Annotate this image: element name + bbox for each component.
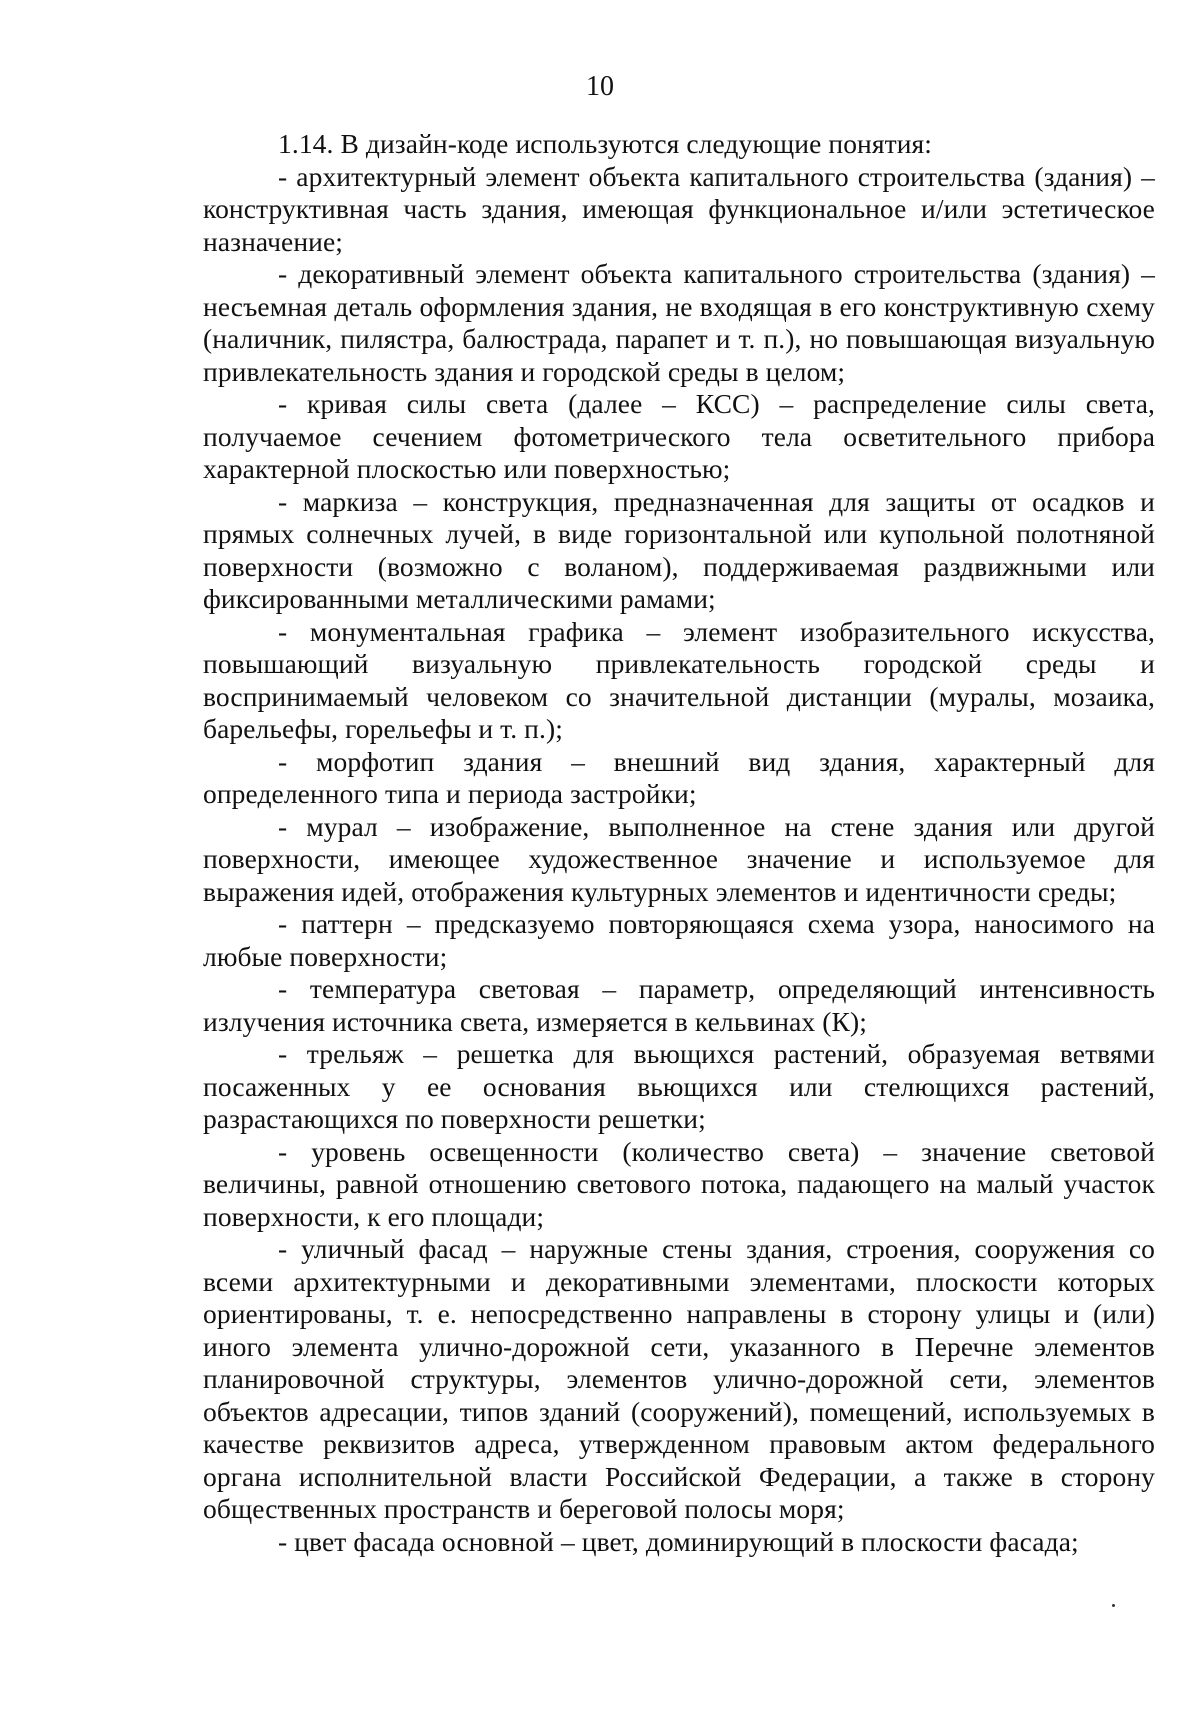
scan-artifact-dot — [1112, 1604, 1115, 1607]
paragraph-intro: 1.14. В дизайн-коде используются следующие понятия: — [278, 128, 933, 159]
paragraph-luminous-intensity-curve: - кривая силы света (далее – КСС) – распределение силы света, получаемое сечением фотометрического тела осветительного прибора характерной плоскостью или поверхностью; — [203, 388, 1155, 484]
paragraph-mural: - мурал – изображение, выполненное на стене здания или другой поверхности, имеющее художественное значение и используемое для выражения идей, отображения культурных элементов и идентичности среды; — [203, 810, 1155, 907]
paragraph-decorative-element: - декоративный элемент объекта капитального строительства (здания) – несъемная деталь оформления здания, не входящая в его конструктивную схему (наличник, пилястра, балюстрада, парапет и т. п.), но повышающая визуальную привлекательность здания и городской среды в целом; — [203, 258, 1155, 387]
paragraph-illuminance: - уровень освещенности (количество света) – значение световой величины, равной отношению светового потока, падающего на малый участок поверхности, к его площади; — [203, 1135, 1155, 1232]
paragraph-facade-main-color: - цвет фасада основной – цвет, доминирующий в плоскости фасада; — [278, 1525, 1079, 1557]
paragraph-street-facade: - уличный фасад – наружные стены здания, строения, сооружения со всеми архитектурными и декоративными элементами, плоскости которых ориентированы, т. е. непосредственно направлены в сторону улицы и (или) иного элемента улично-дорожной сети, указанного в Перечне элементов планировочной структуры, элементов улично-дорожной сети, элементов объектов адресации, типов зданий (сооружений), помещений, используемых в качестве реквизитов адреса, утвержденном правовым актом федерального органа исполнительной власти Российской Федерации, а также в сторону общественных пространств и береговой полосы моря; — [203, 1233, 1155, 1524]
paragraph-building-morphotype: - морфотип здания – внешний вид здания, характерный для определенного типа и периода застройки; — [203, 745, 1155, 809]
paragraph-architectural-element: - архитектурный элемент объекта капитального строительства (здания) – конструктивная часть здания, имеющая функциональное и/или эстетическое назначение; — [203, 160, 1155, 257]
paragraph-pattern: - паттерн – предсказуемо повторяющаяся схема узора, наносимого на любые поверхности; — [203, 908, 1155, 972]
paragraph-awning: - маркиза – конструкция, предназначенная для защиты от осадков и прямых солнечных лучей, в виде горизонтальной или купольной полотняной поверхности (возможно с воланом), поддерживаемая раздвижными или фиксированными металлическими рамами; — [203, 485, 1155, 614]
paragraph-trellis: - трельяж – решетка для вьющихся растений, образуемая ветвями посаженных у ее основания вьющихся или стелющихся растений, разрастающихся по поверхности решетки; — [203, 1038, 1155, 1134]
document-body — [203, 128, 1155, 1558]
paragraph-color-temperature: - температура световая – параметр, определяющий интенсивность излучения источника света, измеряется в кельвинах (К); — [203, 973, 1155, 1037]
paragraph-monumental-graphics: - монументальная графика – элемент изобразительного искусства, повышающий визуальную привлекательность городской среды и воспринимаемый человеком со значительной дистанции (муралы, мозаика, барельефы, горельефы и т. п.); — [203, 615, 1155, 744]
page-number: 10 — [586, 71, 614, 102]
